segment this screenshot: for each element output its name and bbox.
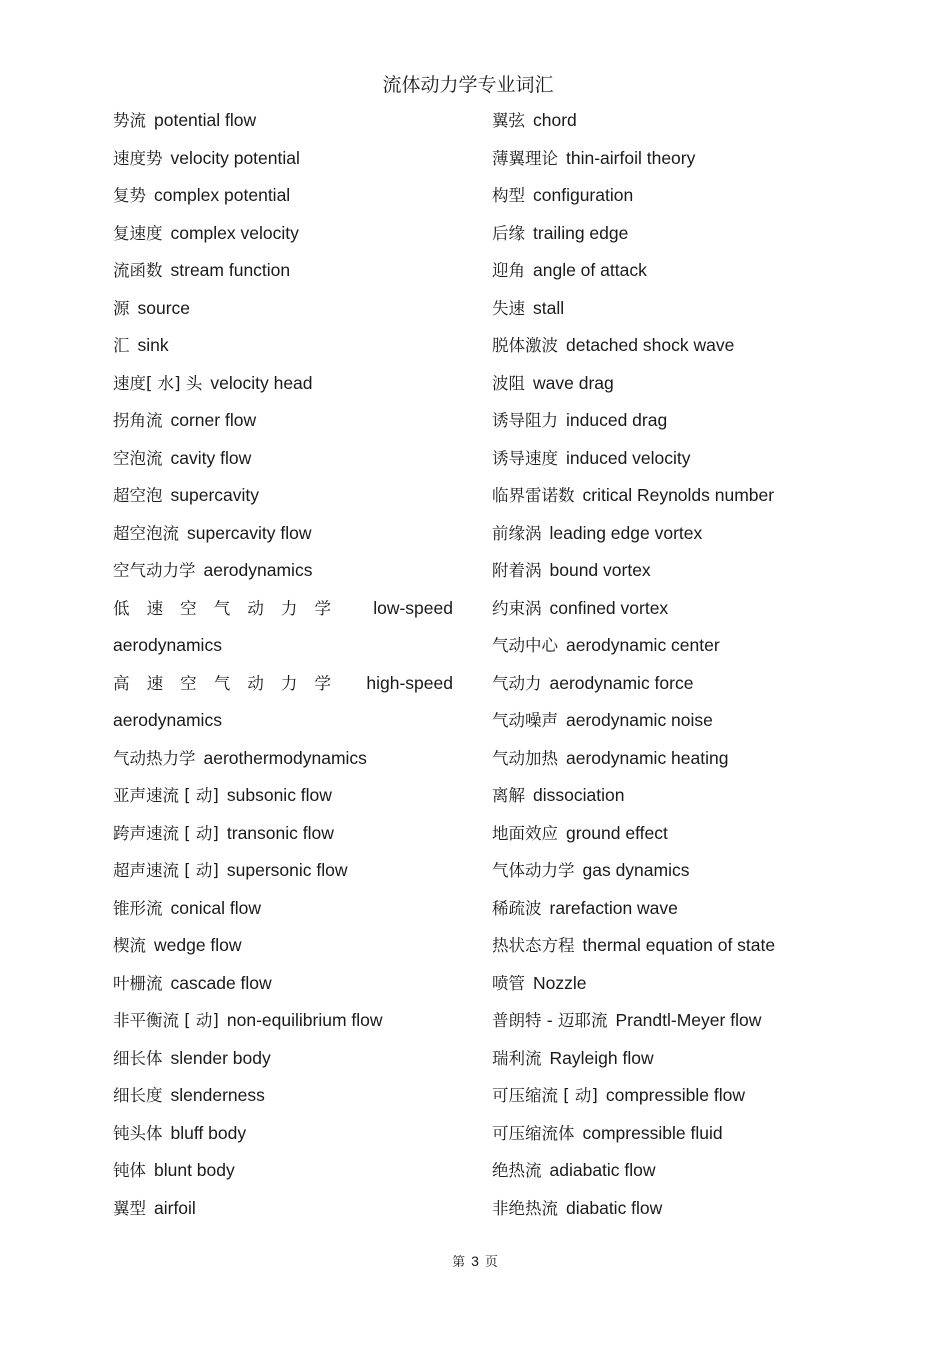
term-english: aerothermodynamics: [203, 747, 367, 768]
term-entry: [113, 1040, 473, 1078]
term-chinese: 气动热力学: [113, 748, 196, 768]
term-chinese: 诱导阻力: [492, 411, 558, 430]
term-chinese: 离解: [492, 786, 525, 805]
term-chinese: 迎角: [492, 261, 525, 280]
term-english: stall: [533, 297, 565, 318]
term-chinese: 约束涡: [492, 598, 542, 618]
term-entry: [113, 590, 453, 628]
term-english: complex velocity: [170, 222, 299, 243]
term-entry: [492, 477, 822, 515]
term-english: subsonic flow: [226, 785, 332, 805]
term-entry: [113, 215, 473, 253]
term-chinese: 临界雷诺数: [492, 486, 575, 505]
term-chinese: 绝热流: [492, 1161, 542, 1180]
term-english: blunt body: [154, 1160, 235, 1180]
term-chinese: 非绝热流: [492, 1198, 558, 1218]
term-english: conical flow: [170, 897, 261, 918]
term-english: leading edge vortex: [549, 522, 703, 543]
term-entry: [492, 852, 822, 890]
term-english: aerodynamic heating: [566, 747, 729, 768]
term-english: airfoil: [154, 1197, 196, 1218]
term-entry: [113, 290, 473, 328]
term-entry: [492, 890, 822, 928]
term-english: complex potential: [154, 185, 291, 205]
term-entry: [492, 177, 822, 215]
term-english: detached shock wave: [566, 335, 735, 355]
term-chinese-char: 气: [213, 673, 231, 693]
term-chinese: 失速: [492, 298, 525, 318]
term-entry: [113, 852, 473, 890]
term-entry: [492, 515, 822, 553]
term-english: dissociation: [533, 785, 625, 805]
term-chinese: 速度[ 水] 头: [113, 373, 203, 393]
term-english-continuation: aerodynamics: [113, 710, 222, 730]
term-entry: [113, 1152, 473, 1190]
term-entry: [113, 1190, 473, 1228]
term-english: confined vortex: [549, 597, 669, 618]
term-chinese: 钝体: [113, 1161, 146, 1180]
term-english: Rayleigh flow: [549, 1047, 654, 1068]
term-entry: [113, 402, 473, 440]
term-english-continuation: aerodynamics: [113, 635, 222, 655]
term-entry: [113, 890, 473, 928]
term-english: low-speed: [373, 597, 453, 618]
term-entry: [113, 665, 453, 703]
term-chinese-char: 空: [180, 673, 197, 693]
term-entry: [492, 1040, 822, 1078]
term-chinese: 超空泡流: [113, 523, 179, 543]
term-entry: [113, 365, 473, 403]
term-chinese: 源: [113, 298, 130, 318]
term-entry: [113, 327, 473, 365]
term-chinese-char: 力: [280, 598, 298, 618]
term-english: velocity potential: [170, 147, 300, 168]
term-chinese: 亚声速流 [ 动]: [113, 786, 219, 805]
term-english: cavity flow: [170, 447, 252, 468]
term-entry: [492, 327, 822, 365]
term-entry: [113, 440, 473, 478]
term-english: trailing edge: [533, 222, 629, 243]
term-entry: [113, 140, 473, 178]
term-english: Nozzle: [533, 972, 587, 993]
term-entry: [492, 440, 822, 478]
term-chinese: 细长体: [113, 1048, 163, 1068]
term-english: velocity head: [210, 372, 313, 393]
term-english: aerodynamic center: [566, 635, 720, 655]
term-english: high-speed: [366, 672, 453, 693]
term-entry: [492, 290, 822, 328]
term-english: chord: [533, 110, 577, 130]
left-term-column: [113, 102, 473, 1227]
term-chinese: 诱导速度: [492, 448, 558, 468]
term-entry: [492, 1152, 822, 1190]
term-english: corner flow: [170, 410, 257, 430]
term-english: supersonic flow: [226, 860, 348, 880]
term-chinese: 细长度: [113, 1086, 163, 1105]
term-english: potential flow: [154, 110, 257, 130]
term-english: bluff body: [170, 1122, 247, 1143]
term-chinese: 稀疏波: [492, 898, 542, 918]
term-entry: [113, 1002, 473, 1040]
term-chinese-char: 气: [213, 598, 231, 618]
term-chinese: 可压缩流体: [492, 1123, 575, 1143]
term-english: Prandtl-Meyer flow: [615, 1010, 762, 1030]
term-chinese-char: 高: [113, 673, 130, 693]
term-chinese: 普朗特 - 迈耶流: [492, 1011, 608, 1030]
term-entry: [492, 665, 822, 703]
term-entry: [492, 215, 822, 253]
term-english: compressible fluid: [582, 1122, 723, 1143]
term-chinese: 翼型: [113, 1198, 146, 1218]
term-entry: [113, 177, 473, 215]
term-entry: [113, 740, 473, 778]
term-chinese-char: 低: [113, 598, 130, 618]
term-english: slenderness: [170, 1085, 265, 1105]
term-entry: [113, 1115, 473, 1153]
term-entry: [492, 402, 822, 440]
right-term-column: [492, 102, 822, 1227]
term-entry: [492, 252, 822, 290]
term-english: cascade flow: [170, 972, 272, 993]
page-number: 3: [471, 1253, 479, 1269]
term-chinese: 喷管: [492, 973, 525, 993]
term-chinese: 非平衡流 [ 动]: [113, 1011, 219, 1030]
term-english: aerodynamics: [203, 560, 313, 580]
term-chinese: 可压缩流 [ 动]: [492, 1086, 598, 1105]
term-chinese: 复速度: [113, 223, 163, 243]
term-chinese: 超声速流 [ 动]: [113, 861, 219, 880]
term-english: wedge flow: [154, 935, 242, 955]
term-chinese-char: 速: [146, 598, 164, 618]
term-chinese: 空气动力学: [113, 561, 196, 580]
term-chinese: 地面效应: [492, 823, 558, 843]
term-english: slender body: [170, 1047, 271, 1068]
term-entry: [492, 815, 822, 853]
term-english: diabatic flow: [566, 1197, 663, 1218]
term-chinese: 气动力: [492, 673, 542, 693]
term-chinese: [113, 665, 331, 703]
term-entry: [492, 927, 822, 965]
term-entry: [492, 590, 822, 628]
term-english: non-equilibrium flow: [226, 1010, 383, 1030]
term-chinese: 钝头体: [113, 1123, 163, 1143]
term-chinese-char: 力: [280, 673, 298, 693]
term-chinese: 瑞利流: [492, 1048, 542, 1068]
term-chinese: 楔流: [113, 936, 146, 955]
term-english: ground effect: [566, 822, 668, 843]
term-chinese: 空泡流: [113, 448, 163, 468]
term-english: aerodynamic noise: [566, 710, 713, 730]
term-chinese: 气动中心: [492, 636, 558, 655]
term-english: gas dynamics: [582, 860, 690, 880]
term-chinese: 超空泡: [113, 486, 163, 505]
term-entry: [492, 1190, 822, 1228]
term-entry: [492, 365, 822, 403]
term-chinese: 锥形流: [113, 898, 163, 918]
term-english: supercavity flow: [187, 522, 312, 543]
term-chinese: 翼弦: [492, 111, 525, 130]
term-entry: [492, 1002, 822, 1040]
term-entry: [113, 552, 473, 590]
term-entry-continuation: [113, 702, 473, 740]
term-chinese: 气动噪声: [492, 711, 558, 730]
term-english: transonic flow: [226, 822, 334, 843]
term-english: induced velocity: [566, 447, 691, 468]
term-chinese-char: 速: [146, 673, 164, 693]
page-prefix: 第: [452, 1255, 466, 1270]
term-entry: [492, 740, 822, 778]
page-suffix: 页: [484, 1255, 498, 1270]
term-chinese: 气体动力学: [492, 861, 575, 880]
term-entry: [492, 965, 822, 1003]
term-entry: [492, 777, 822, 815]
term-entry: [492, 1115, 822, 1153]
term-chinese: 复势: [113, 186, 146, 205]
term-chinese: 势流: [113, 111, 146, 130]
term-english: bound vortex: [549, 560, 651, 580]
term-chinese-char: 学: [314, 673, 331, 693]
term-chinese: 拐角流: [113, 411, 163, 430]
term-english: thin-airfoil theory: [566, 147, 696, 168]
term-entry: [492, 627, 822, 665]
term-chinese-char: 学: [314, 598, 331, 618]
term-entry: [113, 927, 473, 965]
term-chinese-char: 动: [247, 673, 264, 693]
term-chinese: 气动加热: [492, 748, 558, 768]
term-english: source: [137, 297, 191, 318]
term-english: compressible flow: [605, 1085, 745, 1105]
term-entry: [113, 777, 473, 815]
term-english: angle of attack: [533, 260, 647, 280]
term-english: induced drag: [566, 410, 668, 430]
term-chinese: 波阻: [492, 373, 525, 393]
term-entry: [113, 252, 473, 290]
term-entry: [492, 702, 822, 740]
term-chinese: 叶栅流: [113, 973, 163, 993]
term-entry: [113, 815, 473, 853]
term-english: supercavity: [170, 485, 260, 505]
term-chinese: 脱体激波: [492, 336, 558, 355]
term-entry: [492, 102, 822, 140]
term-entry: [492, 552, 822, 590]
term-chinese-char: 动: [247, 598, 264, 618]
term-chinese-char: 空: [180, 598, 197, 618]
term-english: stream function: [170, 260, 291, 280]
term-chinese: 构型: [492, 186, 525, 205]
term-entry: [492, 140, 822, 178]
term-english: wave drag: [533, 372, 614, 393]
term-chinese: [113, 590, 331, 628]
term-english: adiabatic flow: [549, 1160, 656, 1180]
term-chinese: 速度势: [113, 148, 163, 168]
term-entry: [113, 477, 473, 515]
term-entry: [113, 102, 473, 140]
term-english: critical Reynolds number: [582, 485, 775, 505]
term-english: rarefaction wave: [549, 897, 678, 918]
page-footer: [0, 1252, 950, 1272]
term-chinese: 后缘: [492, 223, 525, 243]
term-english: configuration: [533, 185, 634, 205]
document-title: 流体动力学专业词汇: [382, 74, 554, 96]
term-chinese: 前缘涡: [492, 523, 542, 543]
term-chinese: 薄翼理论: [492, 148, 558, 168]
term-entry: [492, 1077, 822, 1115]
term-chinese: 汇: [113, 336, 130, 355]
term-entry-continuation: [113, 627, 473, 665]
term-entry: [113, 965, 473, 1003]
term-chinese: 跨声速流 [ 动]: [113, 823, 219, 843]
term-chinese: 附着涡: [492, 561, 542, 580]
term-entry: [113, 515, 473, 553]
term-english: thermal equation of state: [582, 935, 776, 955]
term-chinese: 流函数: [113, 261, 163, 280]
term-chinese: 热状态方程: [492, 936, 575, 955]
term-english: aerodynamic force: [549, 672, 694, 693]
term-entry: [113, 1077, 473, 1115]
term-english: sink: [137, 335, 169, 355]
